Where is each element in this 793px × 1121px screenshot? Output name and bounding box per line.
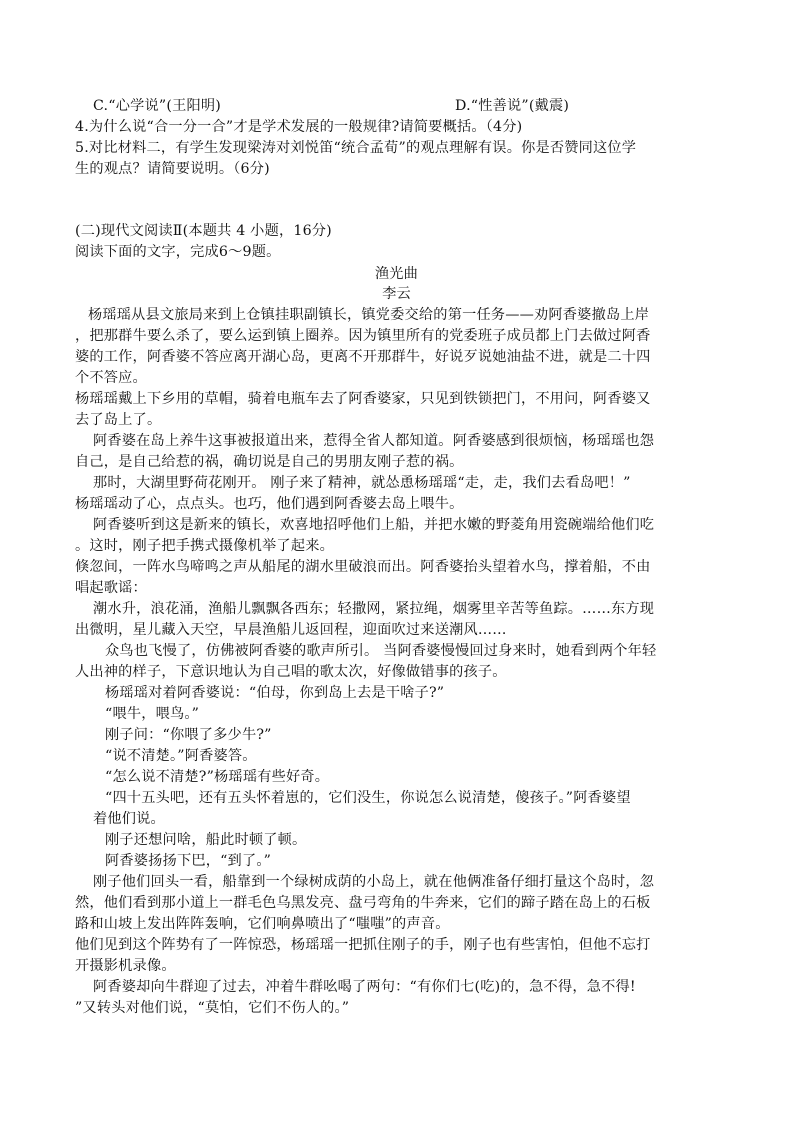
article-line: 杨瑶瑶从县文旅局来到上仓镇挂职副镇长，镇党委交给的第一任务——劝阿香婆撤岛上岸	[88, 307, 650, 323]
article-title: 渔光曲	[374, 266, 419, 282]
article-dialogue-line: “说不清楚。”阿香婆答。	[105, 748, 257, 764]
article-line: 杨瑶瑶动了心，点点头。也巧，他们遇到阿香婆去岛上喂牛。	[75, 496, 464, 512]
article-line: 路和山坡上发出阵阵轰响，它们响鼻喷出了“嗤嗤”的声音。	[75, 916, 450, 932]
section-instruction: 阅读下面的文字，完成6～9题。	[75, 244, 281, 260]
article-dialogue-line: 着他们说。	[93, 811, 165, 827]
article-line: 杨瑶瑶戴上下乡用的草帽，骑着电瓶车去了阿香婆家，只见到铁锁把门，不用问，阿香婆又	[75, 391, 651, 407]
question-5-line-2: 生的观点？请简要说明。（6分)	[75, 161, 270, 177]
question-4: 4.为什么说“合一分一合”才是学术发展的一般规律?请简要概括。（4分)	[75, 119, 523, 135]
article-line: 去了岛上了。	[75, 412, 162, 428]
article-line: 唱起歌谣：	[75, 580, 147, 596]
article-song-line: 潮水升，浪花涌，渔船儿飘飘各西东；轻撒网，紧拉绳，烟雾里辛苦等鱼踪。……东方现	[93, 601, 655, 617]
article-line: 倏忽间，一阵水鸟啼鸣之声从船尾的湖水里破浪而出。阿香婆抬头望着水鸟，撑着船，不由	[75, 559, 651, 575]
article-line: ，把那群牛要么杀了，要么运到镇上圈养。因为镇里所有的党委班子成员都上门去做过阿香	[75, 328, 651, 344]
article-dialogue-line: “四十五头吧，还有五头怀着崽的，它们没生，你说怎么说清楚，傻孩子。”阿香婆望	[105, 790, 631, 806]
article-line: 阿香婆在岛上养牛这事被报道出来，惹得全省人都知道。阿香婆感到很烦恼，杨瑶瑶也怨	[93, 433, 655, 449]
article-line: 然，他们看到那小道上一群毛色乌黑发亮、盘弓弯角的牛奔来，它们的蹄子踏在岛上的石板	[75, 895, 651, 911]
article-line: 个不答应。	[75, 370, 147, 386]
article-line: 。这时，刚子把手携式摄像机举了起来。	[75, 538, 334, 554]
question-option-d: D.“性善说”(戴震)	[455, 98, 570, 114]
article-dialogue-line: “喂牛，喂鸟。”	[105, 706, 200, 722]
question-5-line-1: 5.对比材料二，有学生发现梁涛对刘悦笛“统合孟荀”的观点理解有误。你是否赞同这位学	[75, 140, 637, 156]
article-line: 阿香婆听到这是新来的镇长，欢喜地招呼他们上船，并把水嫩的野菱角用瓷碗端给他们吃	[93, 517, 655, 533]
article-line: 婆的工作，阿香婆不答应离开湖心岛，更离不开那群牛，好说歹说她油盐不进，就是二十四	[75, 349, 651, 365]
article-line: 阿香婆扬扬下巴，“到了。”	[105, 853, 272, 869]
section-heading: (二)现代文阅读Ⅱ(本题共 4 小题，16分)	[75, 223, 332, 239]
article-line: 刚子他们回头一看，船靠到一个绿树成荫的小岛上，就在他俩准备仔细打量这个岛时，忽	[93, 874, 655, 890]
article-dialogue-line: 杨瑶瑶对着阿香婆说：“伯母，你到岛上去是干啥子?”	[105, 685, 445, 701]
article-song-line: 出微明，星儿藏入天空，早晨渔船儿返回程，迎面吹过来送潮风……	[75, 622, 507, 638]
article-line: 他们见到这个阵势有了一阵惊恐，杨瑶瑶一把抓住刚子的手，刚子也有些害怕，但他不忘打	[75, 937, 651, 953]
article-line: 众鸟也飞慢了，仿佛被阿香婆的歌声所引。 当阿香婆慢慢回过身来时，她看到两个年轻	[105, 643, 657, 659]
article-line: 自己，是自己给惹的祸，确切说是自己的男朋友刚子惹的祸。	[75, 454, 464, 470]
article-line: 刚子还想问啥，船此时顿了顿。	[105, 832, 307, 848]
article-author: 李云	[382, 286, 411, 302]
article-line: 那时，大湖里野荷花刚开。 刚子来了精神，就怂恿杨瑶瑶“走，走，我们去看岛吧！”	[93, 475, 631, 491]
article-line: 开摄影机录像。	[75, 958, 176, 974]
article-line: ”又转头对他们说，“莫怕，它们不伤人的。”	[75, 1000, 350, 1016]
article-dialogue-line: “怎么说不清楚?”杨瑶瑶有些好奇。	[105, 769, 330, 785]
article-line: 阿香婆却向牛群迎了过去，冲着牛群吆喝了两句：“有你们七(吃)的，急不得，急不得!	[93, 979, 636, 995]
question-option-c: C.“心学说”(王阳明)	[93, 98, 221, 114]
article-line: 人出神的样子，下意识地认为自己唱的歌太次，好像做错事的孩子。	[75, 664, 507, 680]
article-dialogue-line: 刚子问：“你喂了多少牛?”	[105, 727, 272, 743]
